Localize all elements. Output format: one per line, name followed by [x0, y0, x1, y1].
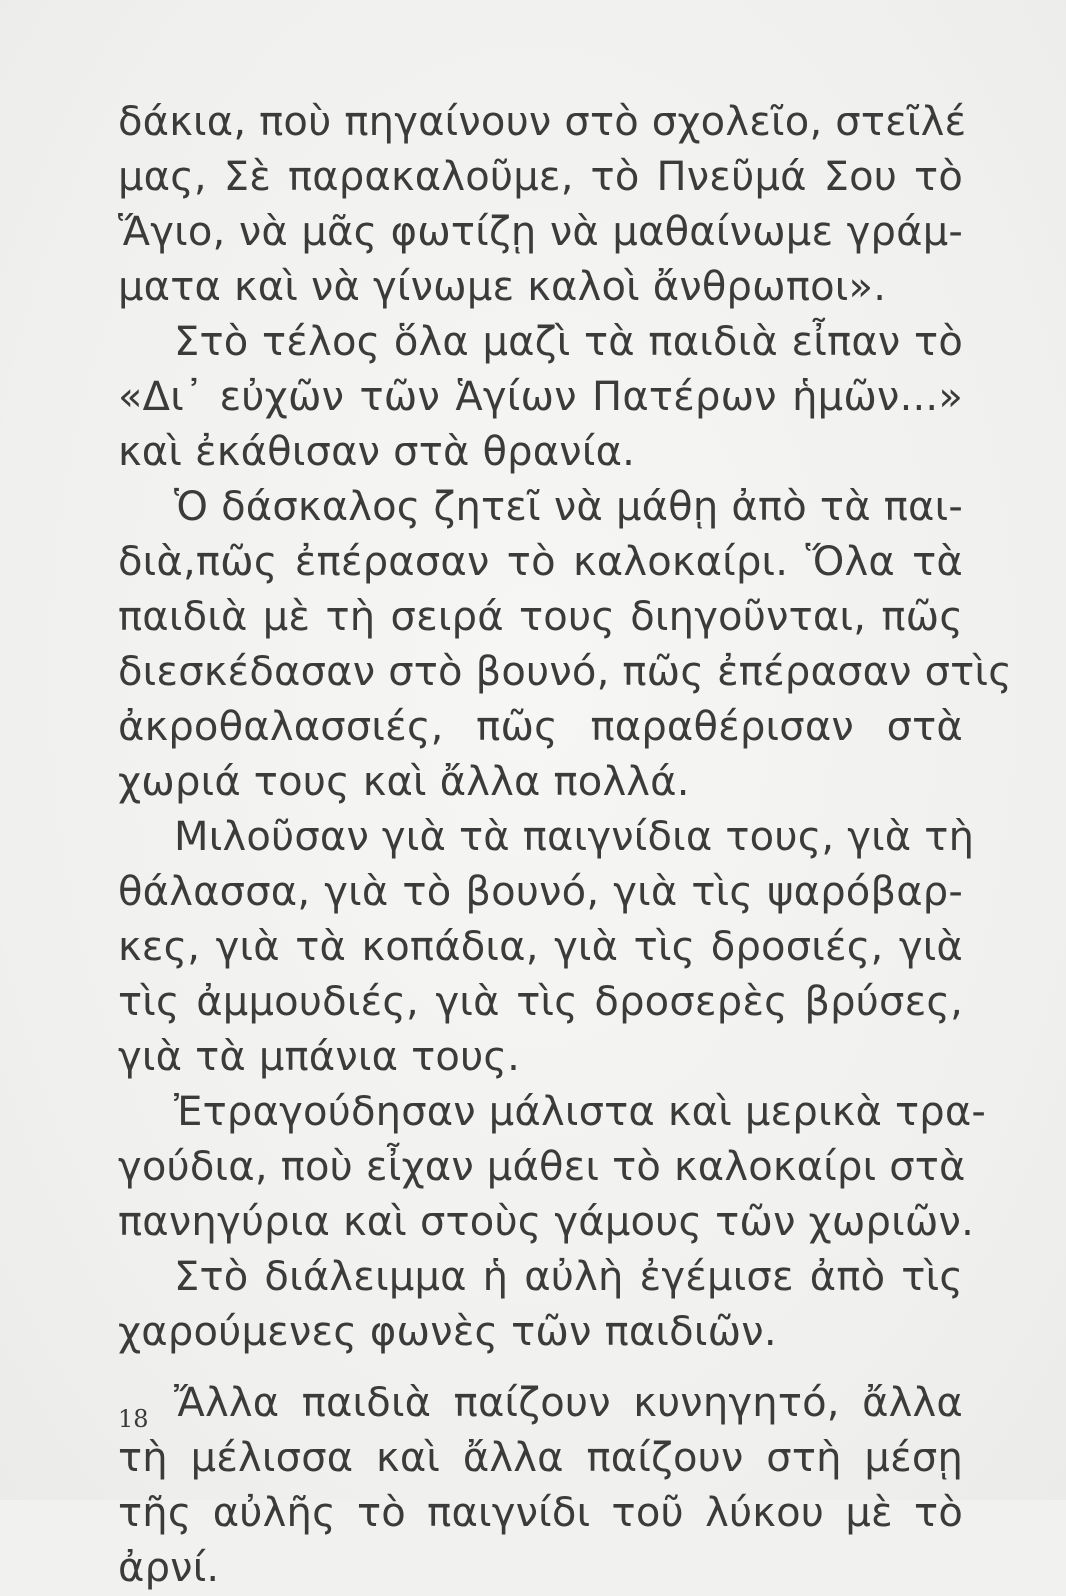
- text-line: πανηγύρια καὶ στοὺς γάμους τῶν χωριῶν.: [118, 1199, 975, 1245]
- text-line: καὶ ἐκάθισαν στὰ θρανία.: [118, 429, 636, 475]
- text-line: γιὰ τὰ μπάνια τους.: [118, 1034, 521, 1080]
- text-line: Ἄλλα παιδιὰ παίζουν κυνηγητό, ἄλλα: [174, 1380, 963, 1426]
- text-line: ἀκροθαλασσιές, πῶς παραθέρισαν στὰ: [118, 704, 963, 750]
- text-line: διεσκέδασαν στὸ βουνό, πῶς ἐπέρασαν στὶς: [118, 649, 1012, 695]
- text-line: κες, γιὰ τὰ κοπάδια, γιὰ τὶς δροσιές, γιὰ: [118, 924, 963, 970]
- text-line: Στὸ τέλος ὅλα μαζὶ τὰ παιδιὰ εἶπαν τὸ: [174, 319, 963, 365]
- text-line: τὶς ἀμμουδιές, γιὰ τὶς δροσερὲς βρύσες,: [118, 979, 963, 1025]
- text-line: διὰ,πῶς ἐπέρασαν τὸ καλοκαίρι. Ὅλα τὰ: [118, 539, 963, 585]
- paragraph-2: [118, 315, 963, 480]
- text-line: παιδιὰ μὲ τὴ σειρά τους διηγοῦνται, πῶς: [118, 594, 963, 640]
- paragraph-7: [118, 1376, 963, 1596]
- text-line: ἀρνί.: [118, 1545, 220, 1591]
- paragraph-3: [118, 480, 1012, 810]
- text-line: χαρούμενες φωνὲς τῶν παιδιῶν.: [118, 1309, 777, 1355]
- paragraph-4: [118, 810, 975, 1085]
- paragraph-spacer: [118, 1360, 963, 1376]
- paragraph-1: [118, 95, 967, 315]
- text-line: Μιλοῦσαν γιὰ τὰ παιγνίδια τους, γιὰ τὴ: [174, 814, 975, 860]
- text-line: τῆς αὐλῆς τὸ παιγνίδι τοῦ λύκου μὲ τὸ: [118, 1490, 963, 1536]
- text-line: «Δι᾽ εὐχῶν τῶν Ἁγίων Πατέρων ἡμῶν...»: [118, 374, 963, 420]
- body-text: [118, 95, 1012, 1596]
- paragraph-6: [118, 1250, 963, 1360]
- text-line: τὴ μέλισσα καὶ ἄλλα παίζουν στὴ μέσῃ: [118, 1435, 963, 1481]
- text-line: γούδια, ποὺ εἶχαν μάθει τὸ καλοκαίρι στὰ: [118, 1144, 966, 1190]
- text-line: ματα καὶ νὰ γίνωμε καλοὶ ἄνθρωποι».: [118, 264, 887, 310]
- paragraph-5: [118, 1085, 987, 1250]
- text-line: Ἐτραγούδησαν μάλιστα καὶ μερικὰ τρα-: [174, 1089, 987, 1135]
- text-line: Ὁ δάσκαλος ζητεῖ νὰ μάθῃ ἀπὸ τὰ παι-: [174, 484, 963, 530]
- text-line: δάκια, ποὺ πηγαίνουν στὸ σχολεῖο, στεῖλέ: [118, 99, 967, 145]
- page-number: 18: [118, 1405, 149, 1433]
- text-line: Ἅγιο, νὰ μᾶς φωτίζῃ νὰ μαθαίνωμε γράμ-: [118, 209, 963, 255]
- text-line: μας, Σὲ παρακαλοῦμε, τὸ Πνεῦμά Σου τὸ: [118, 154, 963, 200]
- text-line: Στὸ διάλειμμα ἡ αὐλὴ ἐγέμισε ἀπὸ τὶς: [174, 1254, 963, 1300]
- text-line: θάλασσα, γιὰ τὸ βουνό, γιὰ τὶς ψαρόβαρ-: [118, 869, 963, 915]
- text-line: χωριά τους καὶ ἄλλα πολλά.: [118, 759, 690, 805]
